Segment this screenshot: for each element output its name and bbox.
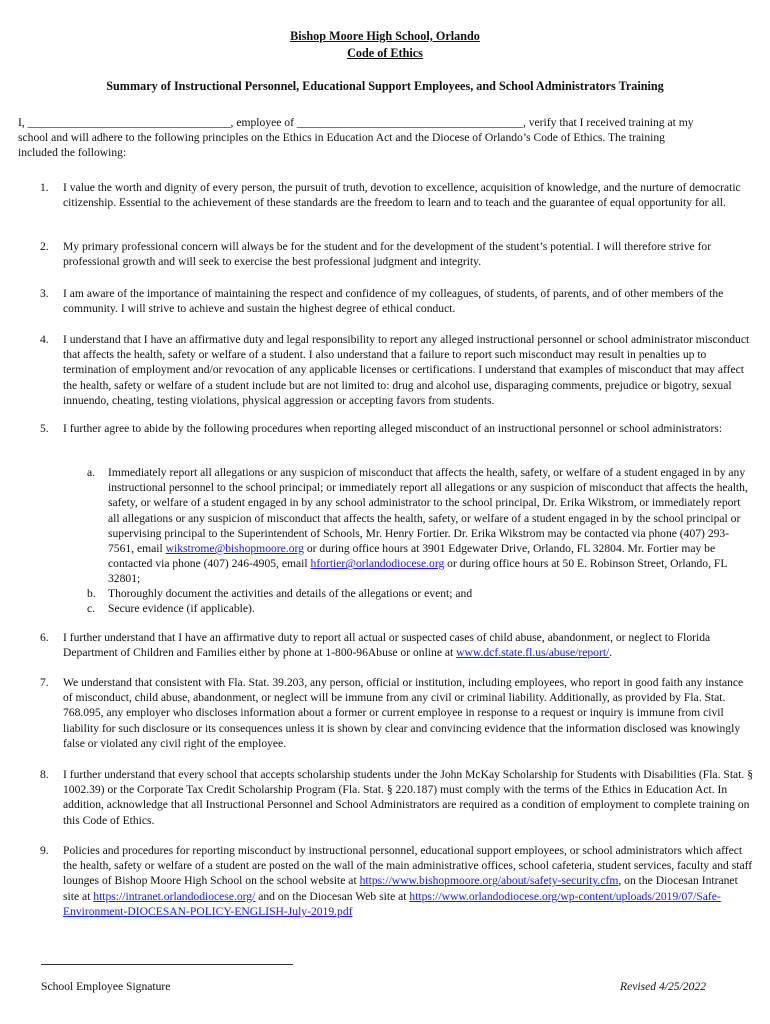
dcf-report-link[interactable]: www.dcf.state.fl.us/abuse/report/ [456, 646, 610, 660]
signature-line [41, 964, 293, 965]
email-link-fortier[interactable]: hfortier@orlandodiocese.org [310, 557, 445, 571]
sub-item-text: Thoroughly document the activities and details of the allegations or event; and [108, 587, 473, 600]
sub-item-letter: a. [87, 466, 96, 479]
diocese-intranet-link[interactable]: https://intranet.orlandodiocese.org/ [93, 889, 256, 903]
intro-line-1: I, ___________________________________, employee of _______________________________________, verify that I received training at my [18, 116, 694, 129]
item-text: I further understand that every school that accepts scholarship students under the John McKay Scholarship for Students with Disabilities (Fla. Stat. § 1002.39) or the Corporate Tax Credit Scholarship Program (Fla. Stat. § 220.187) must comply with the terms of the Ethics in Education Act. In addition, acknowledge that all Instructional Personnel and School Administrators are required as a condition of employment to complete training on this Code of Ethics. [63, 768, 754, 827]
revision-date: Revised 4/25/2022 [620, 980, 706, 993]
item-number: 6. [40, 631, 49, 644]
code-title: Code of Ethics [347, 46, 423, 60]
item-number: 9. [40, 844, 49, 857]
email-link-wikstrom[interactable]: wikstrome@bishopmoore.org [165, 542, 304, 556]
intro-line-2: school and will adhere to the following principles on the Ethics in Education Act and the Diocese of Orlando’s Code of Ethics. The training [18, 131, 665, 145]
item-text: My primary professional concern will always be for the student and for the development of the student’s potential. I will therefore strive for professional growth and will seek to exercise the best professional judgment and integrity. [63, 240, 712, 269]
item-number: 4. [40, 333, 49, 346]
sub-item-letter: b. [87, 587, 96, 600]
sub-item-text: Secure evidence (if applicable). [108, 602, 255, 615]
item-number: 8. [40, 768, 49, 781]
item-number: 1. [40, 181, 49, 194]
school-name: Bishop Moore High School, Orlando [290, 29, 480, 43]
item-text: I value the worth and dignity of every person, the pursuit of truth, devotion to excellence, acquisition of knowledge, and the nurture of democratic citizenship. Essential to the achievement of these standards are the freedom to learn and to teach and the guarantee of equal opportunity for all. [63, 181, 741, 210]
item-number: 7. [40, 676, 49, 689]
item-text: We understand that consistent with Fla. Stat. 39.203, any person, official or institution, including employees, who report in good faith any instance of misconduct, child abuse, abandonment, or neglect will be immune from any civil or criminal liability. Additionally, as provided by Fla. Stat. 768.095, any employer who discloses information about a former or current employee in response to a request or inquiry is immune from civil liability for such disclosure or its consequences unless it is shown by clear and convincing evidence that the information disclosed was knowingly false or violated any civil right of the employee. [63, 676, 744, 750]
sub-item-letter: c. [87, 602, 96, 615]
item-text: I further understand that I have an affirmative duty to report all actual or suspected cases of child abuse, abandonment, or neglect to Florida Department of Children and Families either by phone at 1-800-96Abuse or online at www.dcf.state.fl.us/abuse/report/. [63, 631, 711, 660]
bishopmoore-safety-link[interactable]: https://www.bishopmoore.org/about/safety-security.cfm [359, 874, 619, 888]
diocese-policy-pdf-link[interactable]: https://www.orlandodiocese.org/wp-content/uploads/2019/07/Safe-Environment-DIOCESAN-POLICY-ENGLISH-July-2019.pdf [63, 889, 721, 918]
item-text: I am aware of the importance of maintaining the respect and confidence of my colleagues, of students, of parents, and of other members of the community. I will strive to achieve and sustain the highest degree of ethical conduct. [63, 287, 724, 316]
training-subtitle: Summary of Instructional Personnel, Educational Support Employees, and School Administrators Training [106, 79, 664, 93]
item-text: Policies and procedures for reporting misconduct by instructional personnel, educational support employees, or school administrators which affect the health, safety or welfare of a student are posted on the wall of the main administrative offices, school cafeteria, student services, faculty and staff lounges of Bishop Moore High School on the school website at https://www.bishopmoore.org/about/safety-security.cfm, on the Diocesan Intranet site at https://intranet.orlandodiocese.org/ and on the Diocesan Web site at https://www.orlandodiocese.org/wp-content/uploads/2019/07/Safe-Environment-DIOCESAN-POLICY-ENGLISH-July-2019.pdf [63, 844, 753, 918]
intro-paragraph [18, 115, 738, 161]
item-number: 3. [40, 287, 49, 300]
sub-item-text: Immediately report all allegations or any suspicion of misconduct that affects the health, safety, or welfare of a student engaged in by any instructional personnel to the school principal; or immediately report all allegations or any suspicion of misconduct that affects the health, safety, or welfare of a student engaged in by any school administrator to the school principal, Dr. Erika Wikstrom, or immediately report all allegations or any suspicion of misconduct that affects the health, safety, or welfare of a student engaged in by the school principal or supervising principal to the Superintendent of Schools, Mr. Henry Fortier. Dr. Erika Wikstrom may be contacted via phone (407) 293-7561, email wikstrome@bishopmoore.org or during office hours at 3901 Edgewater Drive, Orlando, FL 32804. Mr. Fortier may be contacted via phone (407) 246-4905, email hfortier@orlandodiocese.org or during office hours at 50 E. Robinson Street, Orlando, FL 32801; [108, 466, 748, 586]
item-number: 5. [40, 422, 49, 435]
signature-label: School Employee Signature [41, 980, 171, 993]
item-text: I further agree to abide by the following procedures when reporting alleged misconduct of an instructional personnel or school administrators: [63, 422, 723, 435]
document-title [0, 28, 770, 62]
intro-line-3: included the following: [18, 146, 127, 160]
item-number: 2. [40, 240, 49, 253]
item-text: I understand that I have an affirmative duty and legal responsibility to report any alleged instructional personnel or school administrator misconduct that affects the health, safety or welfare of a student. I also understand that a failure to report such misconduct may result in penalties up to termination of employment and/or revocation of any applicable licenses or certifications. I understand that examples of misconduct that may affect the health, safety or welfare of a student include but are not limited to: drug and alcohol use, disparaging comments, prejudice or bigotry, sexual innuendo, cheating, testing violations, physical aggression or accepting favors from students. [63, 333, 750, 407]
